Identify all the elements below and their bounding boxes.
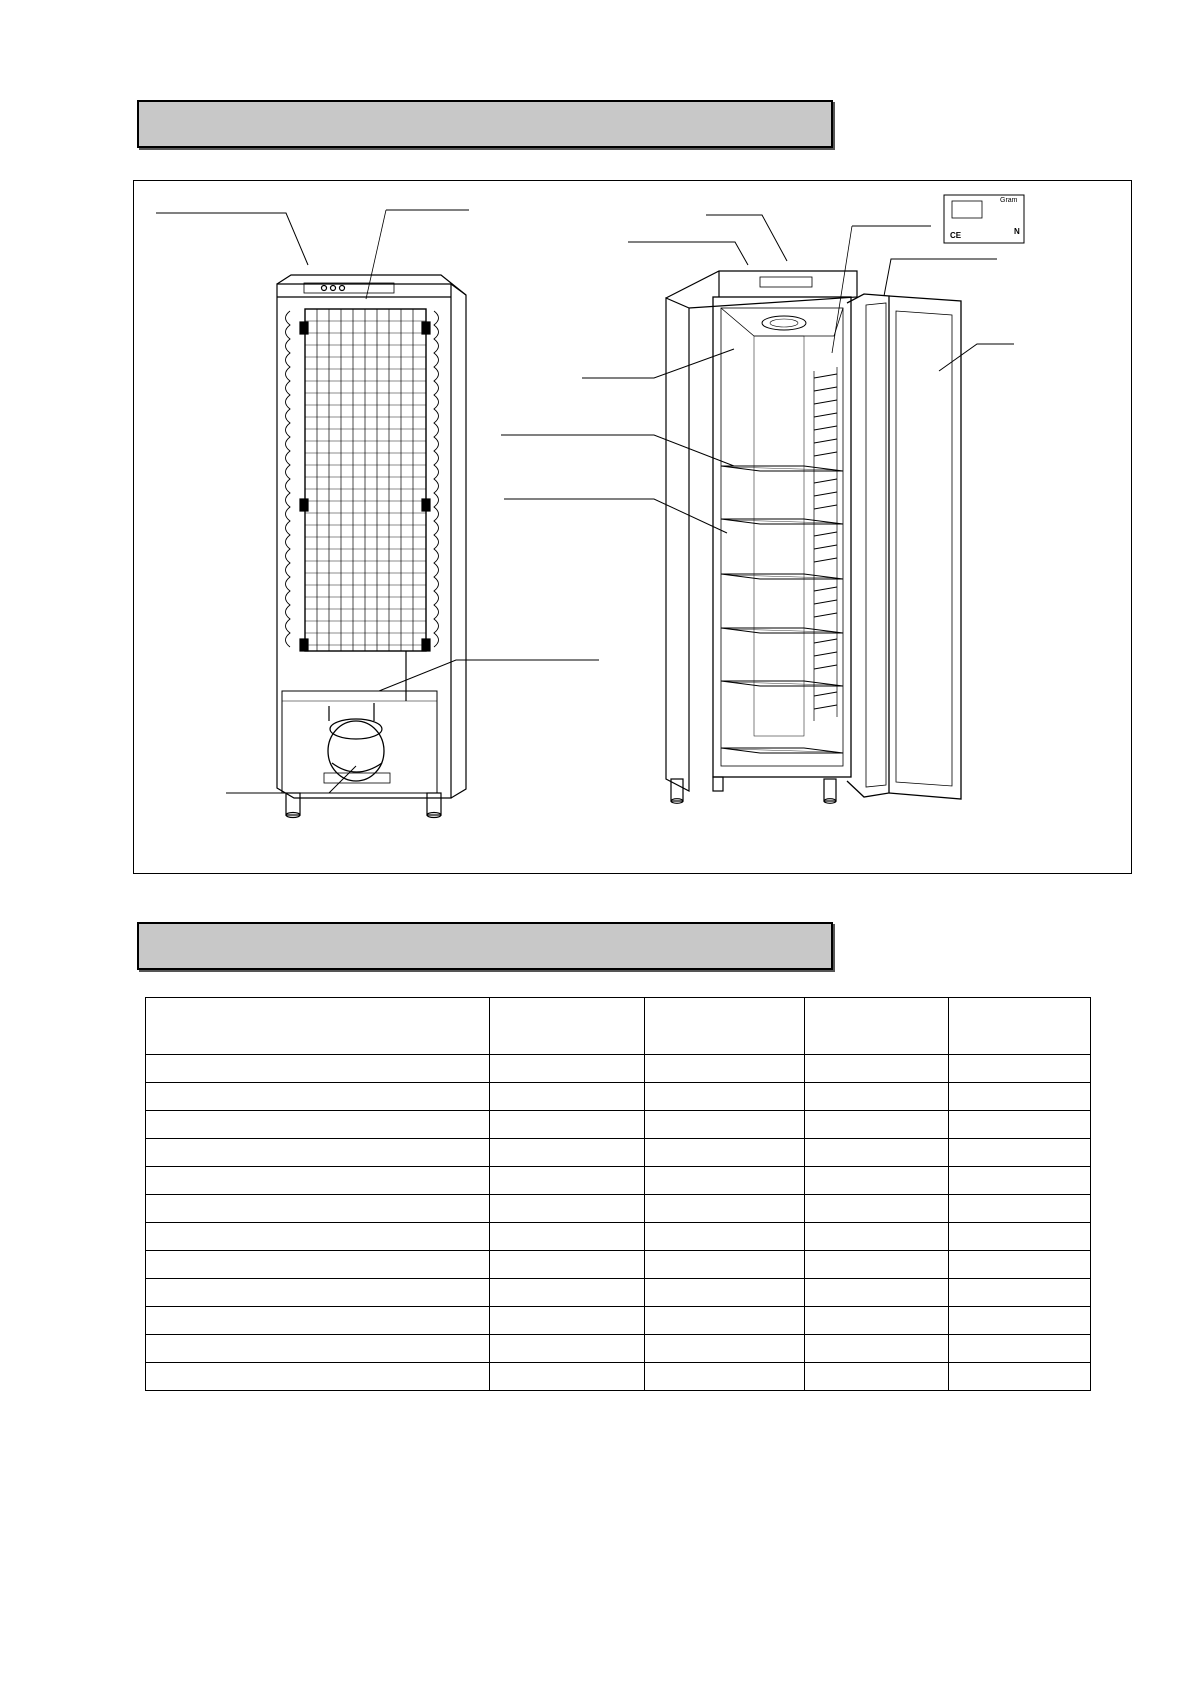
table-cell	[805, 1167, 949, 1195]
table-cell	[949, 1307, 1091, 1335]
table-cell	[645, 1335, 805, 1363]
table-row	[146, 1139, 1091, 1167]
table-row	[146, 1195, 1091, 1223]
table-header-cell	[146, 998, 490, 1055]
table-cell	[949, 1195, 1091, 1223]
table-row	[146, 1363, 1091, 1391]
table-header-cell	[490, 998, 645, 1055]
table-cell	[146, 1251, 490, 1279]
table-cell	[490, 1083, 645, 1111]
table-cell	[645, 1055, 805, 1083]
table-cell	[490, 1195, 645, 1223]
table-cell	[645, 1251, 805, 1279]
table-row	[146, 1055, 1091, 1083]
table-row	[146, 1335, 1091, 1363]
table-cell	[949, 1167, 1091, 1195]
table-cell	[645, 1279, 805, 1307]
table-cell	[949, 1055, 1091, 1083]
table-cell	[949, 1083, 1091, 1111]
table-cell	[805, 1083, 949, 1111]
table-cell	[805, 1251, 949, 1279]
table-cell	[146, 1195, 490, 1223]
table-cell	[146, 1335, 490, 1363]
table-cell	[645, 1111, 805, 1139]
table-header-row	[146, 998, 1091, 1055]
section-title-2	[139, 924, 831, 948]
table-cell	[805, 1335, 949, 1363]
front-view-cabinet	[501, 195, 1024, 803]
table-header-cell	[645, 998, 805, 1055]
table-cell	[805, 1363, 949, 1391]
table-cell	[490, 1167, 645, 1195]
rating-plate-brand-mark: Gram	[1000, 197, 1018, 204]
table-cell	[490, 1307, 645, 1335]
table-cell	[146, 1363, 490, 1391]
table-cell	[949, 1111, 1091, 1139]
table-cell	[645, 1223, 805, 1251]
table-cell	[645, 1307, 805, 1335]
table-row	[146, 1083, 1091, 1111]
table-cell	[490, 1335, 645, 1363]
table-row	[146, 1167, 1091, 1195]
table-cell	[805, 1223, 949, 1251]
section-title-1	[139, 102, 831, 126]
rear-view-cabinet	[156, 210, 599, 818]
table-cell	[490, 1363, 645, 1391]
table-row	[146, 1111, 1091, 1139]
table-cell	[645, 1139, 805, 1167]
rating-plate-ce-mark: CE	[950, 231, 962, 240]
table-header-cell	[805, 998, 949, 1055]
table-cell	[949, 1139, 1091, 1167]
table-cell	[949, 1251, 1091, 1279]
section-header-1	[137, 100, 833, 148]
table-cell	[490, 1251, 645, 1279]
table-cell	[490, 1111, 645, 1139]
section-header-2	[137, 922, 833, 970]
table-cell	[490, 1139, 645, 1167]
table-cell	[490, 1055, 645, 1083]
table-cell	[490, 1279, 645, 1307]
table-cell	[645, 1195, 805, 1223]
table-cell	[146, 1083, 490, 1111]
table-cell	[645, 1083, 805, 1111]
table-cell	[490, 1223, 645, 1251]
table-cell	[805, 1195, 949, 1223]
table-cell	[805, 1055, 949, 1083]
table-cell	[805, 1279, 949, 1307]
cabinet-illustration-frame	[133, 180, 1132, 874]
table-cell	[805, 1111, 949, 1139]
table-cell	[146, 1279, 490, 1307]
table-cell	[949, 1279, 1091, 1307]
table-cell	[146, 1055, 490, 1083]
table-cell	[645, 1167, 805, 1195]
table-cell	[949, 1363, 1091, 1391]
table-cell	[146, 1111, 490, 1139]
rating-plate-side-mark: N	[1014, 227, 1020, 236]
table-row	[146, 1279, 1091, 1307]
table-cell	[146, 1223, 490, 1251]
cabinet-illustration	[134, 181, 1133, 875]
table-row	[146, 1251, 1091, 1279]
specification-table	[145, 997, 1091, 1391]
table-cell	[146, 1139, 490, 1167]
table-row	[146, 1223, 1091, 1251]
table-row	[146, 1307, 1091, 1335]
table-cell	[645, 1363, 805, 1391]
table-cell	[805, 1307, 949, 1335]
table-cell	[949, 1335, 1091, 1363]
table-header-cell	[949, 998, 1091, 1055]
table-cell	[146, 1167, 490, 1195]
table-cell	[146, 1307, 490, 1335]
table-cell	[805, 1139, 949, 1167]
table-cell	[949, 1223, 1091, 1251]
